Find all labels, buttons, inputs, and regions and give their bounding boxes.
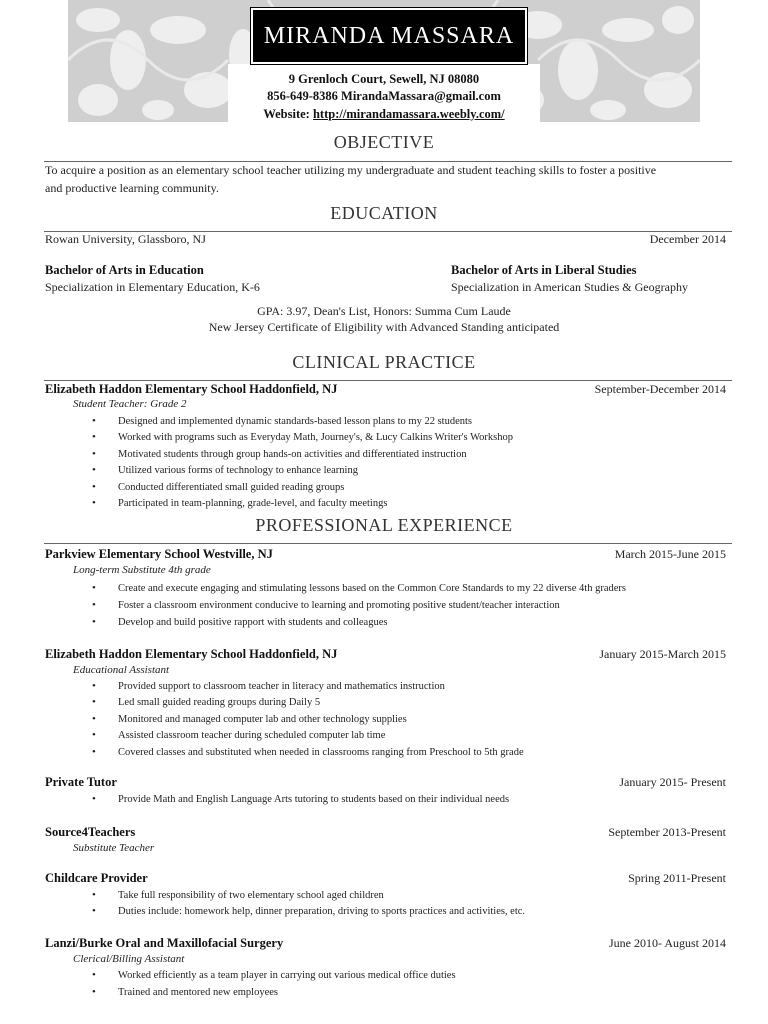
- job-date: January 2015- Present: [619, 775, 726, 789]
- job-role: Clerical/Billing Assistant: [73, 953, 185, 965]
- job-employer: Lanzi/Burke Oral and Maxillofacial Surgery: [45, 936, 284, 950]
- phone-email: 856-649-8386 MirandaMassara@gmail.com: [267, 89, 501, 103]
- address: 9 Grenloch Court, Sewell, NJ 08080: [288, 72, 480, 86]
- gpa-line: GPA: 3.97, Dean's List, Honors: Summa Cum Laude: [257, 304, 511, 318]
- job-employer: Private Tutor: [45, 775, 117, 789]
- job-employer: Parkview Elementary School Westville, NJ: [45, 547, 273, 561]
- specialization-1: Specialization in Elementary Education, K-6: [45, 280, 260, 294]
- job-employer: Elizabeth Haddon Elementary School Haddonfield, NJ: [45, 647, 338, 661]
- job-date: June 2010- August 2014: [609, 936, 726, 950]
- name-banner: [251, 8, 527, 64]
- job-date: March 2015-June 2015: [614, 547, 726, 561]
- professional-rule: [44, 543, 732, 544]
- job-employer: Source4Teachers: [45, 825, 136, 839]
- job-role: Educational Assistant: [73, 664, 170, 676]
- degree-2: Bachelor of Arts in Liberal Studies: [451, 263, 637, 277]
- objective-title: OBJECTIVE: [333, 132, 435, 152]
- degree-1: Bachelor of Arts in Education: [45, 263, 204, 277]
- clinical-employer: Elizabeth Haddon Elementary School Haddonfield, NJ: [45, 382, 338, 396]
- website-link[interactable]: http://mirandamassara.weebly.com/: [312, 107, 505, 121]
- specialization-2: Specialization in American Studies & Geography: [451, 280, 688, 294]
- candidate-name: MIRANDA MASSARA: [263, 22, 515, 49]
- clinical-date: September-December 2014: [594, 382, 726, 396]
- job-date: September 2013-Present: [608, 825, 726, 839]
- job-role: Long-term Substitute 4th grade: [73, 564, 211, 576]
- education-date: December 2014: [649, 232, 726, 246]
- clinical-title: CLINICAL PRACTICE: [292, 352, 476, 372]
- objective-rule: [44, 161, 732, 162]
- clinical-role: Student Teacher: Grade 2: [73, 398, 187, 410]
- clinical-rule: [44, 380, 732, 381]
- job-role: Substitute Teacher: [73, 842, 155, 854]
- objective-line-2: and productive learning community.: [45, 181, 219, 195]
- job-date: Spring 2011-Present: [628, 871, 726, 885]
- objective-line-1: To acquire a position as an elementary school teacher utilizing my undergraduate and student teaching skills to foster a positive: [45, 163, 657, 177]
- website-label: Website:: [263, 107, 310, 121]
- certificate-line: New Jersey Certificate of Eligibility with Advanced Standing anticipated: [208, 320, 560, 334]
- job-date: January 2015-March 2015: [599, 647, 726, 661]
- education-title: EDUCATION: [330, 203, 438, 223]
- job-employer: Childcare Provider: [45, 871, 148, 885]
- website-line: [0, 107, 768, 122]
- education-school: Rowan University, Glassboro, NJ: [45, 232, 206, 246]
- professional-title: PROFESSIONAL EXPERIENCE: [255, 515, 513, 535]
